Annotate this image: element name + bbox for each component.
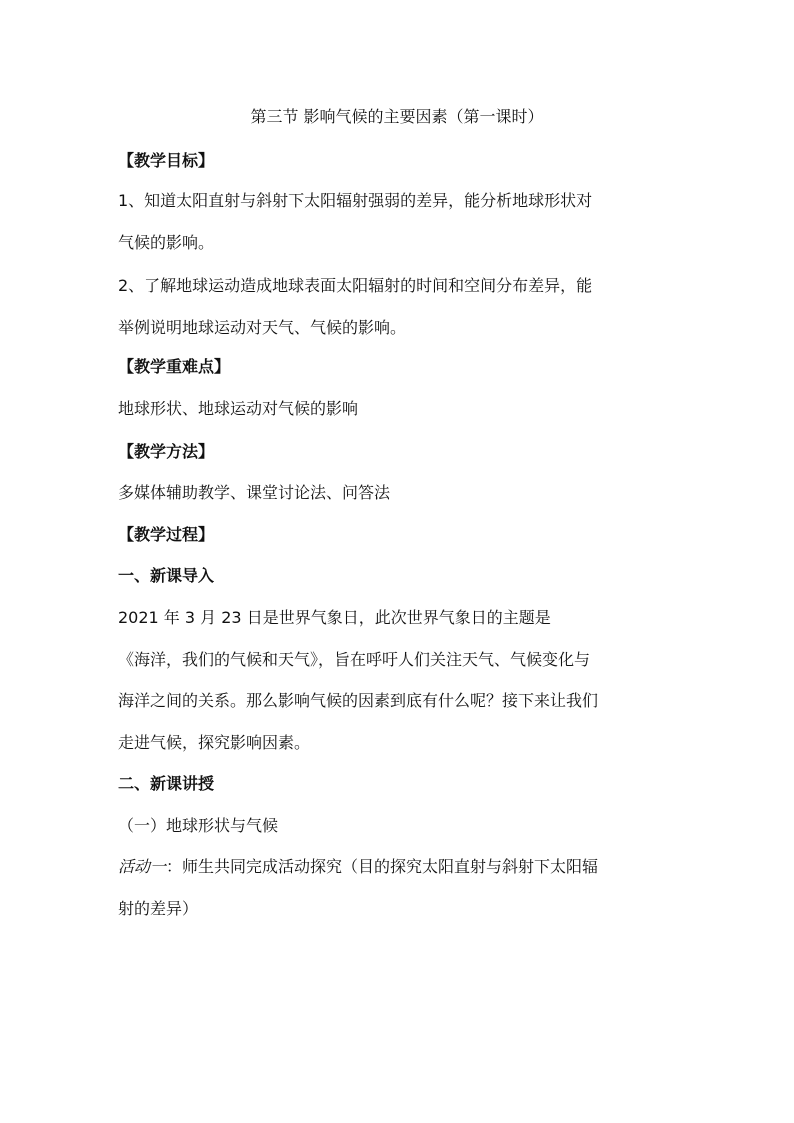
subsection-1-heading: （一）地球形状与气候 [118,816,279,835]
activity-line-2: 射的差异） [118,899,199,918]
section-1-heading: 一、新课导入 [118,566,215,585]
section-2-heading: 二、新课讲授 [118,774,215,793]
key-points-text: 地球形状、地球运动对气候的影响 [118,399,359,418]
activity-label: 活动一 [118,857,167,876]
process-heading: 【教学过程】 [118,525,215,544]
intro-line-2: 《海洋，我们的气候和天气》，旨在呼吁人们关注天气、气候变化与 [118,650,591,669]
objective-2-line-2: 举例说明地球运动对天气、气候的影响。 [118,318,407,337]
intro-line-1: 2021 年 3 月 23 日是世界气象日，此次世界气象日的主题是 [118,608,551,627]
key-points-heading: 【教学重难点】 [118,357,231,376]
activity-line-1-text: ：师生共同完成活动探究（目的探究太阳直射与斜射下太阳辐 [166,857,599,876]
document-title: 第三节 影响气候的主要因素（第一课时） [250,107,544,126]
objective-1-line-2: 气候的影响。 [118,233,215,252]
activity-line-1 [118,856,678,878]
objectives-heading: 【教学目标】 [118,151,215,170]
methods-heading: 【教学方法】 [118,442,215,461]
intro-line-3: 海洋之间的关系。那么影响气候的因素到底有什么呢？接下来让我们 [118,691,599,710]
objective-1-line-1: 1、知道太阳直射与斜射下太阳辐射强弱的差异，能分析地球形状对 [118,191,593,210]
methods-text: 多媒体辅助教学、课堂讨论法、问答法 [118,483,391,502]
intro-line-4: 走进气候，探究影响因素。 [118,733,311,752]
objective-2-line-1: 2、了解地球运动造成地球表面太阳辐射的时间和空间分布差异，能 [118,276,593,295]
